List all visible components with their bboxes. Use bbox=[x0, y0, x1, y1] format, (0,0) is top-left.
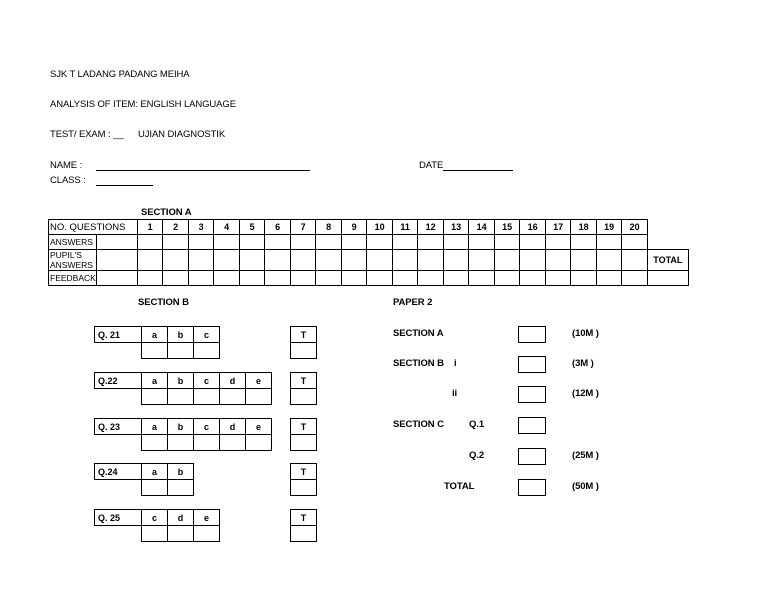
section-c-q1: Q.1 bbox=[469, 419, 485, 430]
qnum-cell: 2 bbox=[163, 220, 189, 235]
qnum-cell: 18 bbox=[571, 220, 597, 235]
class-field[interactable] bbox=[96, 185, 153, 186]
qnum-cell: 13 bbox=[443, 220, 469, 235]
qnum-cell: 5 bbox=[239, 220, 265, 235]
q23-label: Q. 23 bbox=[95, 419, 142, 435]
option-c: c bbox=[194, 419, 220, 435]
total-marks: (50M ) bbox=[572, 481, 599, 492]
pupils-answers-row bbox=[49, 250, 689, 271]
q24-total-box bbox=[290, 463, 317, 496]
q25-total-box bbox=[290, 509, 317, 542]
qnum-cell: 17 bbox=[545, 220, 571, 235]
option-d: d bbox=[220, 419, 246, 435]
class-label: CLASS : bbox=[50, 175, 86, 186]
option-e: e bbox=[246, 419, 272, 435]
qnum-cell: 1 bbox=[137, 220, 163, 235]
q24-table bbox=[94, 463, 194, 496]
section-b-i: i bbox=[454, 358, 457, 369]
section-c-q2-score-box[interactable] bbox=[518, 448, 546, 465]
qnum-cell: 19 bbox=[596, 220, 622, 235]
option-a: a bbox=[142, 419, 168, 435]
answers-row bbox=[49, 235, 689, 250]
qnum-cell: 9 bbox=[341, 220, 367, 235]
total-marker: T bbox=[291, 419, 317, 435]
answers-label: ANSWERS bbox=[49, 235, 97, 250]
date-label: DATE bbox=[419, 160, 444, 171]
section-b-ii-marks: (12M ) bbox=[572, 388, 599, 399]
section-a-marks: (10M ) bbox=[572, 328, 599, 339]
section-b-ii-score-box[interactable] bbox=[518, 386, 546, 403]
total-score-box[interactable] bbox=[518, 479, 546, 496]
q21-label: Q. 21 bbox=[95, 327, 142, 343]
date-field[interactable] bbox=[443, 170, 513, 171]
option-b: b bbox=[168, 419, 194, 435]
section-a-table bbox=[48, 219, 689, 286]
paper2-section-a: SECTION A bbox=[393, 328, 444, 339]
option-b: b bbox=[168, 327, 194, 343]
option-d: d bbox=[220, 373, 246, 389]
option-a: a bbox=[142, 373, 168, 389]
name-label: NAME : bbox=[50, 160, 83, 171]
q23-table bbox=[94, 418, 272, 451]
feedback-label: FEEDBACK bbox=[49, 271, 97, 286]
option-d: d bbox=[168, 510, 194, 526]
qnum-cell: 16 bbox=[520, 220, 546, 235]
option-b: b bbox=[168, 464, 194, 480]
paper2-section-c: SECTION C bbox=[393, 419, 444, 430]
qnum-cell: 14 bbox=[469, 220, 495, 235]
paper2-section-b: SECTION B bbox=[393, 358, 444, 369]
option-c: c bbox=[194, 327, 220, 343]
option-c: c bbox=[194, 373, 220, 389]
total-label: TOTAL bbox=[647, 250, 688, 271]
q23-total-box bbox=[290, 418, 317, 451]
qnum-cell: 7 bbox=[290, 220, 316, 235]
q25-table bbox=[94, 509, 220, 542]
section-b-title: SECTION B bbox=[138, 297, 189, 308]
name-field[interactable] bbox=[96, 170, 310, 171]
section-b-i-marks: (3M ) bbox=[572, 358, 594, 369]
q24-label: Q.24 bbox=[95, 464, 142, 480]
analysis-title: ANALYSIS OF ITEM: ENGLISH LANGUAGE bbox=[50, 99, 236, 110]
section-c-q1-score-box[interactable] bbox=[518, 417, 546, 434]
qnum-cell: 15 bbox=[494, 220, 520, 235]
qnum-cell: 11 bbox=[392, 220, 418, 235]
qnum-cell: 10 bbox=[367, 220, 393, 235]
qnum-cell: 3 bbox=[188, 220, 214, 235]
option-a: a bbox=[142, 464, 168, 480]
pupils-answers-label: PUPIL'S ANSWERS bbox=[49, 250, 97, 271]
qnum-cell: 8 bbox=[316, 220, 342, 235]
q22-label: Q.22 bbox=[95, 373, 142, 389]
option-b: b bbox=[168, 373, 194, 389]
option-e: e bbox=[246, 373, 272, 389]
option-e: e bbox=[194, 510, 220, 526]
q21-total-box bbox=[290, 326, 317, 359]
total-marker: T bbox=[291, 510, 317, 526]
section-b-ii: ii bbox=[452, 388, 458, 399]
qnum-cell: 4 bbox=[214, 220, 240, 235]
section-c-q2: Q.2 bbox=[469, 450, 485, 461]
feedback-row bbox=[49, 271, 689, 286]
option-c: c bbox=[142, 510, 168, 526]
section-b-i-score-box[interactable] bbox=[518, 356, 546, 373]
test-value: UJIAN DIAGNOSTIK bbox=[138, 129, 226, 140]
q22-total-box bbox=[290, 372, 317, 405]
qnum-cell: 6 bbox=[265, 220, 291, 235]
total-marker: T bbox=[291, 373, 317, 389]
no-questions-label: NO. QUESTIONS bbox=[49, 220, 138, 235]
school-name: SJK T LADANG PADANG MEIHA bbox=[50, 69, 190, 80]
section-a-score-box[interactable] bbox=[518, 326, 546, 343]
option-a: a bbox=[142, 327, 168, 343]
section-c-q2-marks: (25M ) bbox=[572, 450, 599, 461]
question-number-row bbox=[49, 220, 689, 235]
q22-table bbox=[94, 372, 272, 405]
test-label: TEST/ EXAM : __ bbox=[50, 129, 124, 140]
qnum-cell: 12 bbox=[418, 220, 444, 235]
paper2-title: PAPER 2 bbox=[393, 297, 433, 308]
qnum-cell: 20 bbox=[622, 220, 648, 235]
q25-label: Q. 25 bbox=[95, 510, 142, 526]
q21-table bbox=[94, 326, 220, 359]
section-a-title: SECTION A bbox=[141, 207, 192, 218]
total-marker: T bbox=[291, 464, 317, 480]
paper2-total: TOTAL bbox=[444, 481, 475, 492]
total-marker: T bbox=[291, 327, 317, 343]
